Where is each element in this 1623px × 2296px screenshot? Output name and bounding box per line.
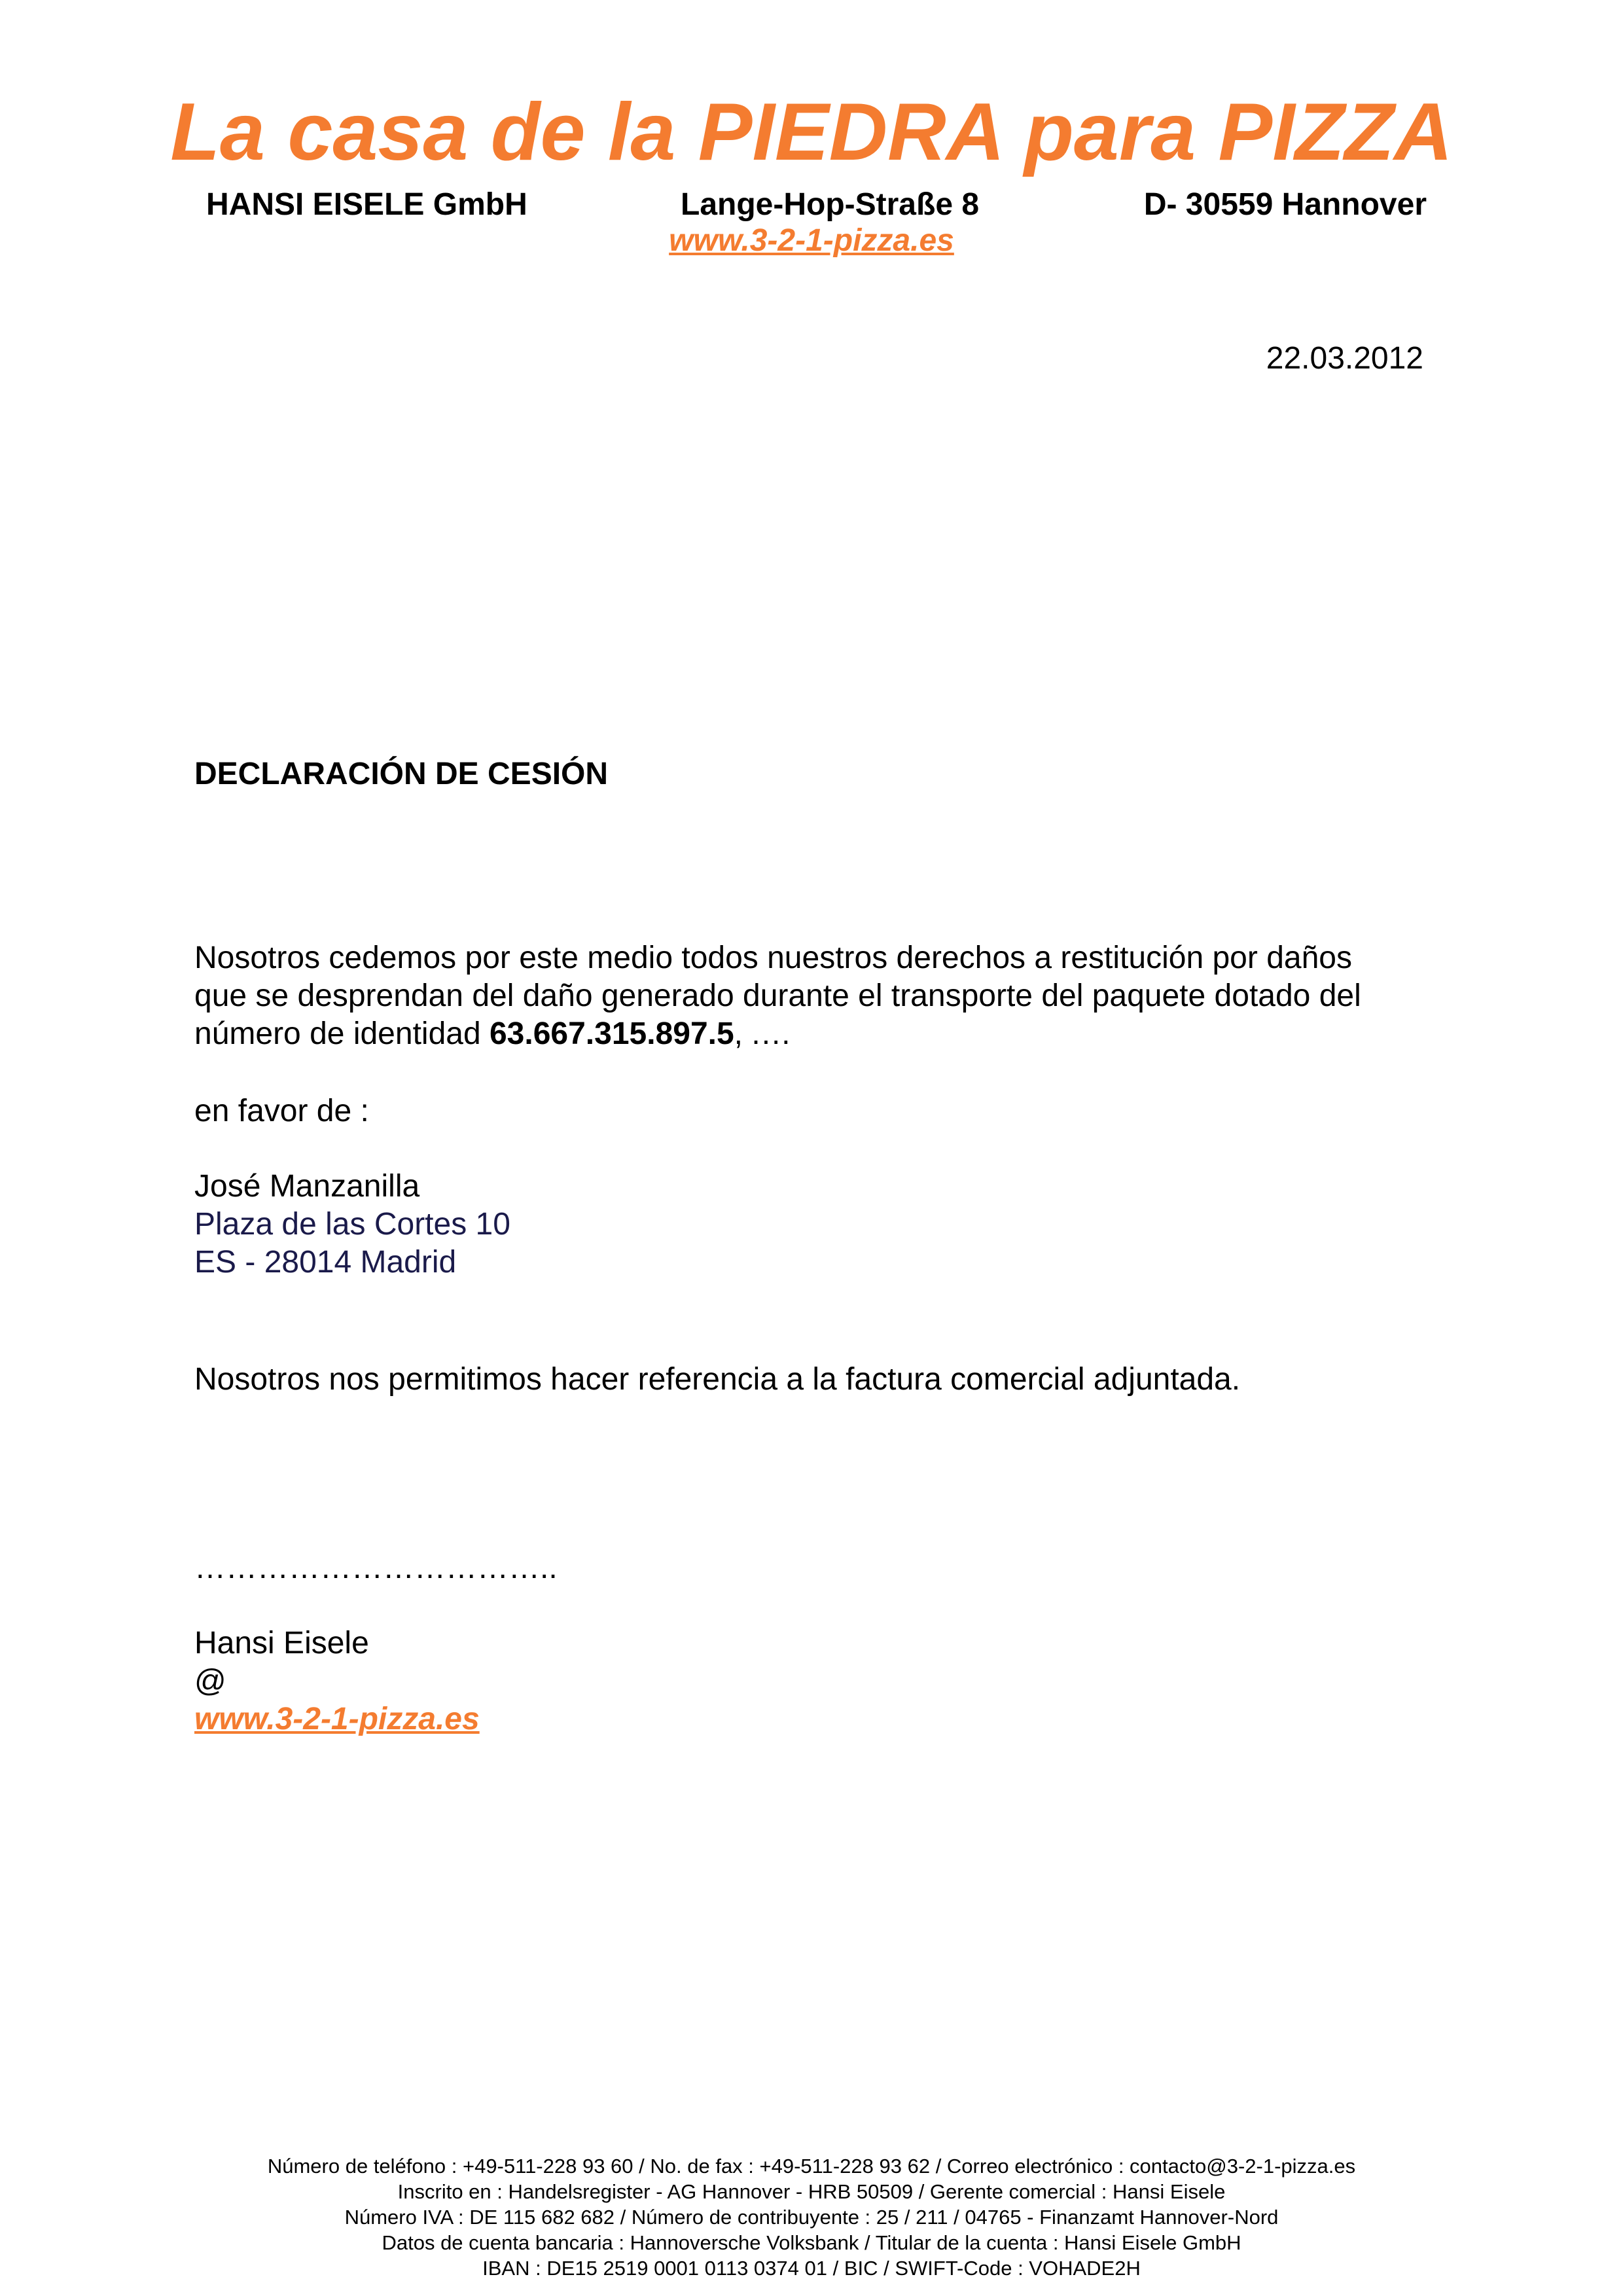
footer-line-bank: Datos de cuenta bancaria : Hannoversche Volksbank / Titular de la cuenta : Hansi Eisele GmbH [382, 2231, 1241, 2254]
at-symbol: @ [194, 1664, 226, 1698]
body-line-3-suffix: , .… [734, 1016, 792, 1051]
header-website-link[interactable]: www.3-2-1-pizza.es [669, 223, 954, 258]
company-name: HANSI EISELE GmbH [206, 187, 527, 222]
footer-line-tax: Número IVA : DE 115 682 682 / Número de contribuyente : 25 / 211 / 04765 - Finanzamt Hannover-Nord [344, 2206, 1279, 2229]
signature-line: …………………………….. [194, 1551, 558, 1585]
letter-date: 22.03.2012 [1266, 341, 1423, 376]
body-line-2: que se desprendan del daño generado durante el transporte del paquete dotado del [194, 978, 1361, 1013]
recipient-city: ES - 28014 Madrid [194, 1245, 457, 1280]
reference-paragraph: Nosotros nos permitimos hacer referencia a la factura comercial adjuntada. [194, 1362, 1241, 1397]
letter-subject: DECLARACIÓN DE CESIÓN [194, 757, 609, 791]
body-line-3 [194, 1015, 1438, 1053]
signature-website-link[interactable]: www.3-2-1-pizza.es [194, 1702, 480, 1736]
footer-line-registry: Inscrito en : Handelsregister - AG Hannover - HRB 50509 / Gerente comercial : Hansi Eisele [397, 2180, 1226, 2203]
tracking-number: 63.667.315.897.5 [489, 1016, 734, 1051]
company-city: D- 30559 Hannover [1143, 187, 1427, 222]
recipient-name: José Manzanilla [194, 1169, 420, 1204]
recipient-street: Plaza de las Cortes 10 [194, 1207, 510, 1242]
company-street: Lange-Hop-Straße 8 [681, 187, 980, 222]
footer [0, 2153, 1623, 2281]
signatory-name: Hansi Eisele [194, 1626, 369, 1660]
body-line-1: Nosotros cedemos por este medio todos nuestros derechos a restitución por daños [194, 941, 1352, 975]
brand-title: La casa de la PIEDRA para PIZZA [170, 87, 1453, 177]
in-favor-of-label: en favor de : [194, 1094, 369, 1128]
footer-line-iban: IBAN : DE15 2519 0001 0113 0374 01 / BIC / SWIFT-Code : VOHADE2H [482, 2257, 1141, 2280]
body-line-3-prefix: número de identidad [194, 1016, 490, 1051]
footer-line-contact: Número de teléfono : +49-511-228 93 60 / No. de fax : +49-511-228 93 62 / Correo electrónico : contacto@3-2-1-pizza.es [267, 2155, 1356, 2178]
body-paragraph [194, 939, 1438, 1053]
